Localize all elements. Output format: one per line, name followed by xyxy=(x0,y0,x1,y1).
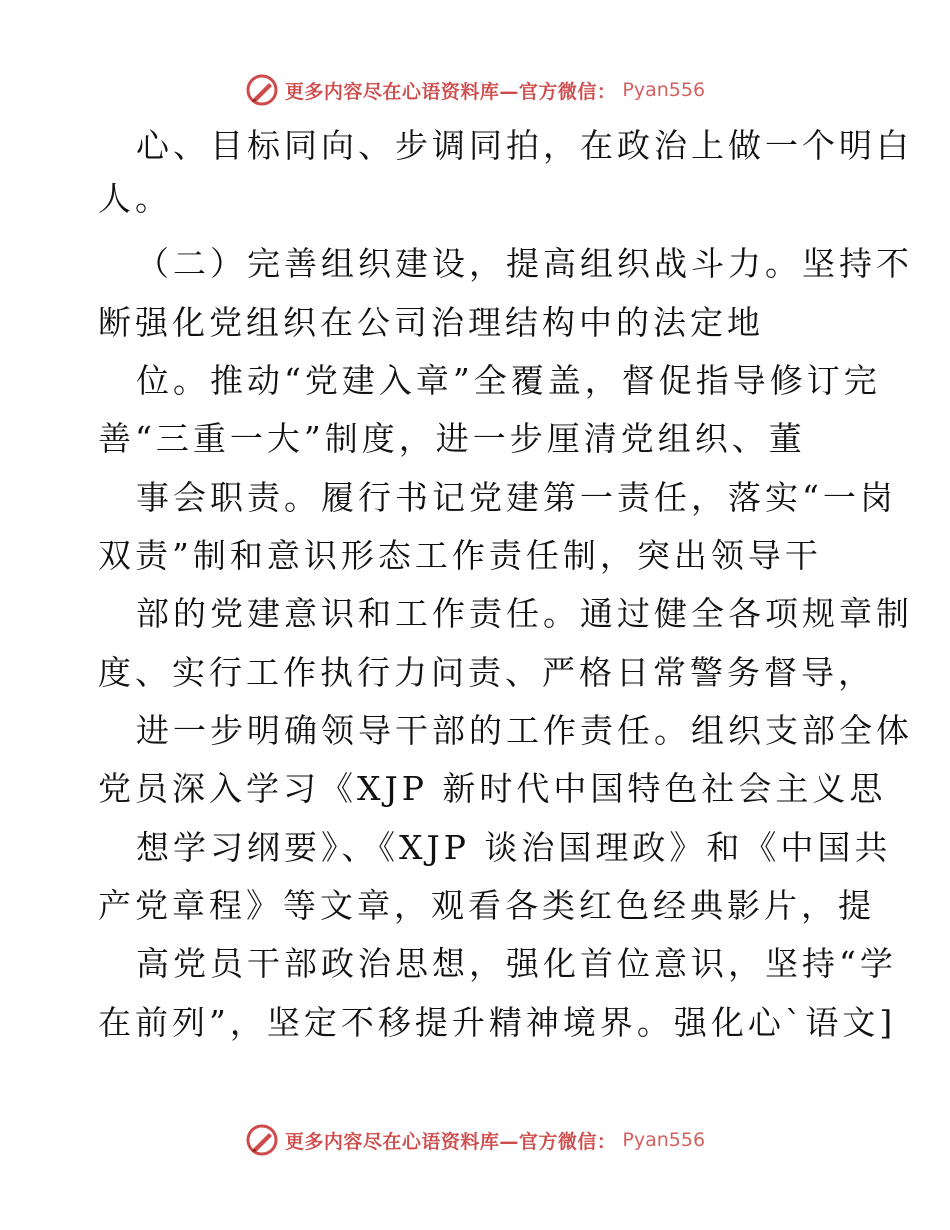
body-line: 善“三重一大”制度，进一步厘清党组织、董 xyxy=(98,419,806,458)
watermark-text: 更多内容尽在心语资料库—官方微信： xyxy=(284,80,617,103)
header-watermark xyxy=(0,70,950,110)
body-line: 党员深入学习《XJP 新时代中国特色社会主义思 xyxy=(98,769,887,808)
body-line: 双责”制和意识形态工作责任制，突出领导干 xyxy=(98,536,822,575)
body-line: 心、目标同向、步调同拍，在政治上做一个明白 xyxy=(136,126,913,165)
body-line: 度、实行工作执行力问责、严格日常警务督导， xyxy=(98,653,875,692)
body-line: 想学习纲要》、《XJP 谈治国理政》和《中国共 xyxy=(136,828,892,867)
body-line: （二）完善组织建设，提高组织战斗力。坚持不 xyxy=(136,244,913,283)
watermark-text: 更多内容尽在心语资料库—官方微信： xyxy=(284,1130,617,1153)
watermark-wechat-id: Pyan556 xyxy=(622,1129,706,1151)
body-line: 事会职责。履行书记党建第一责任，落实“一岗 xyxy=(136,478,897,517)
body-line: 人。 xyxy=(98,179,172,218)
body-line: 断强化党组织在公司治理结构中的法定地 xyxy=(98,303,764,342)
body-line: 在前列”，坚定不移提升精神境界。强化心`语文] xyxy=(98,1003,897,1042)
pen-logo-icon xyxy=(245,1123,279,1157)
body-line: 位。推动“党建入章”全覆盖，督促指导修订完 xyxy=(136,361,881,400)
body-line: 部的党建意识和工作责任。通过健全各项规章制 xyxy=(136,594,913,633)
body-line: 高党员干部政治思想，强化首位意识，坚持“学 xyxy=(136,944,897,983)
pen-logo-icon xyxy=(245,73,279,107)
body-line: 产党章程》等文章，观看各类红色经典影片，提 xyxy=(98,886,875,925)
body-line: 进一步明确领导干部的工作责任。组织支部全体 xyxy=(136,711,913,750)
watermark-wechat-id: Pyan556 xyxy=(622,79,706,101)
footer-watermark xyxy=(0,1120,950,1160)
